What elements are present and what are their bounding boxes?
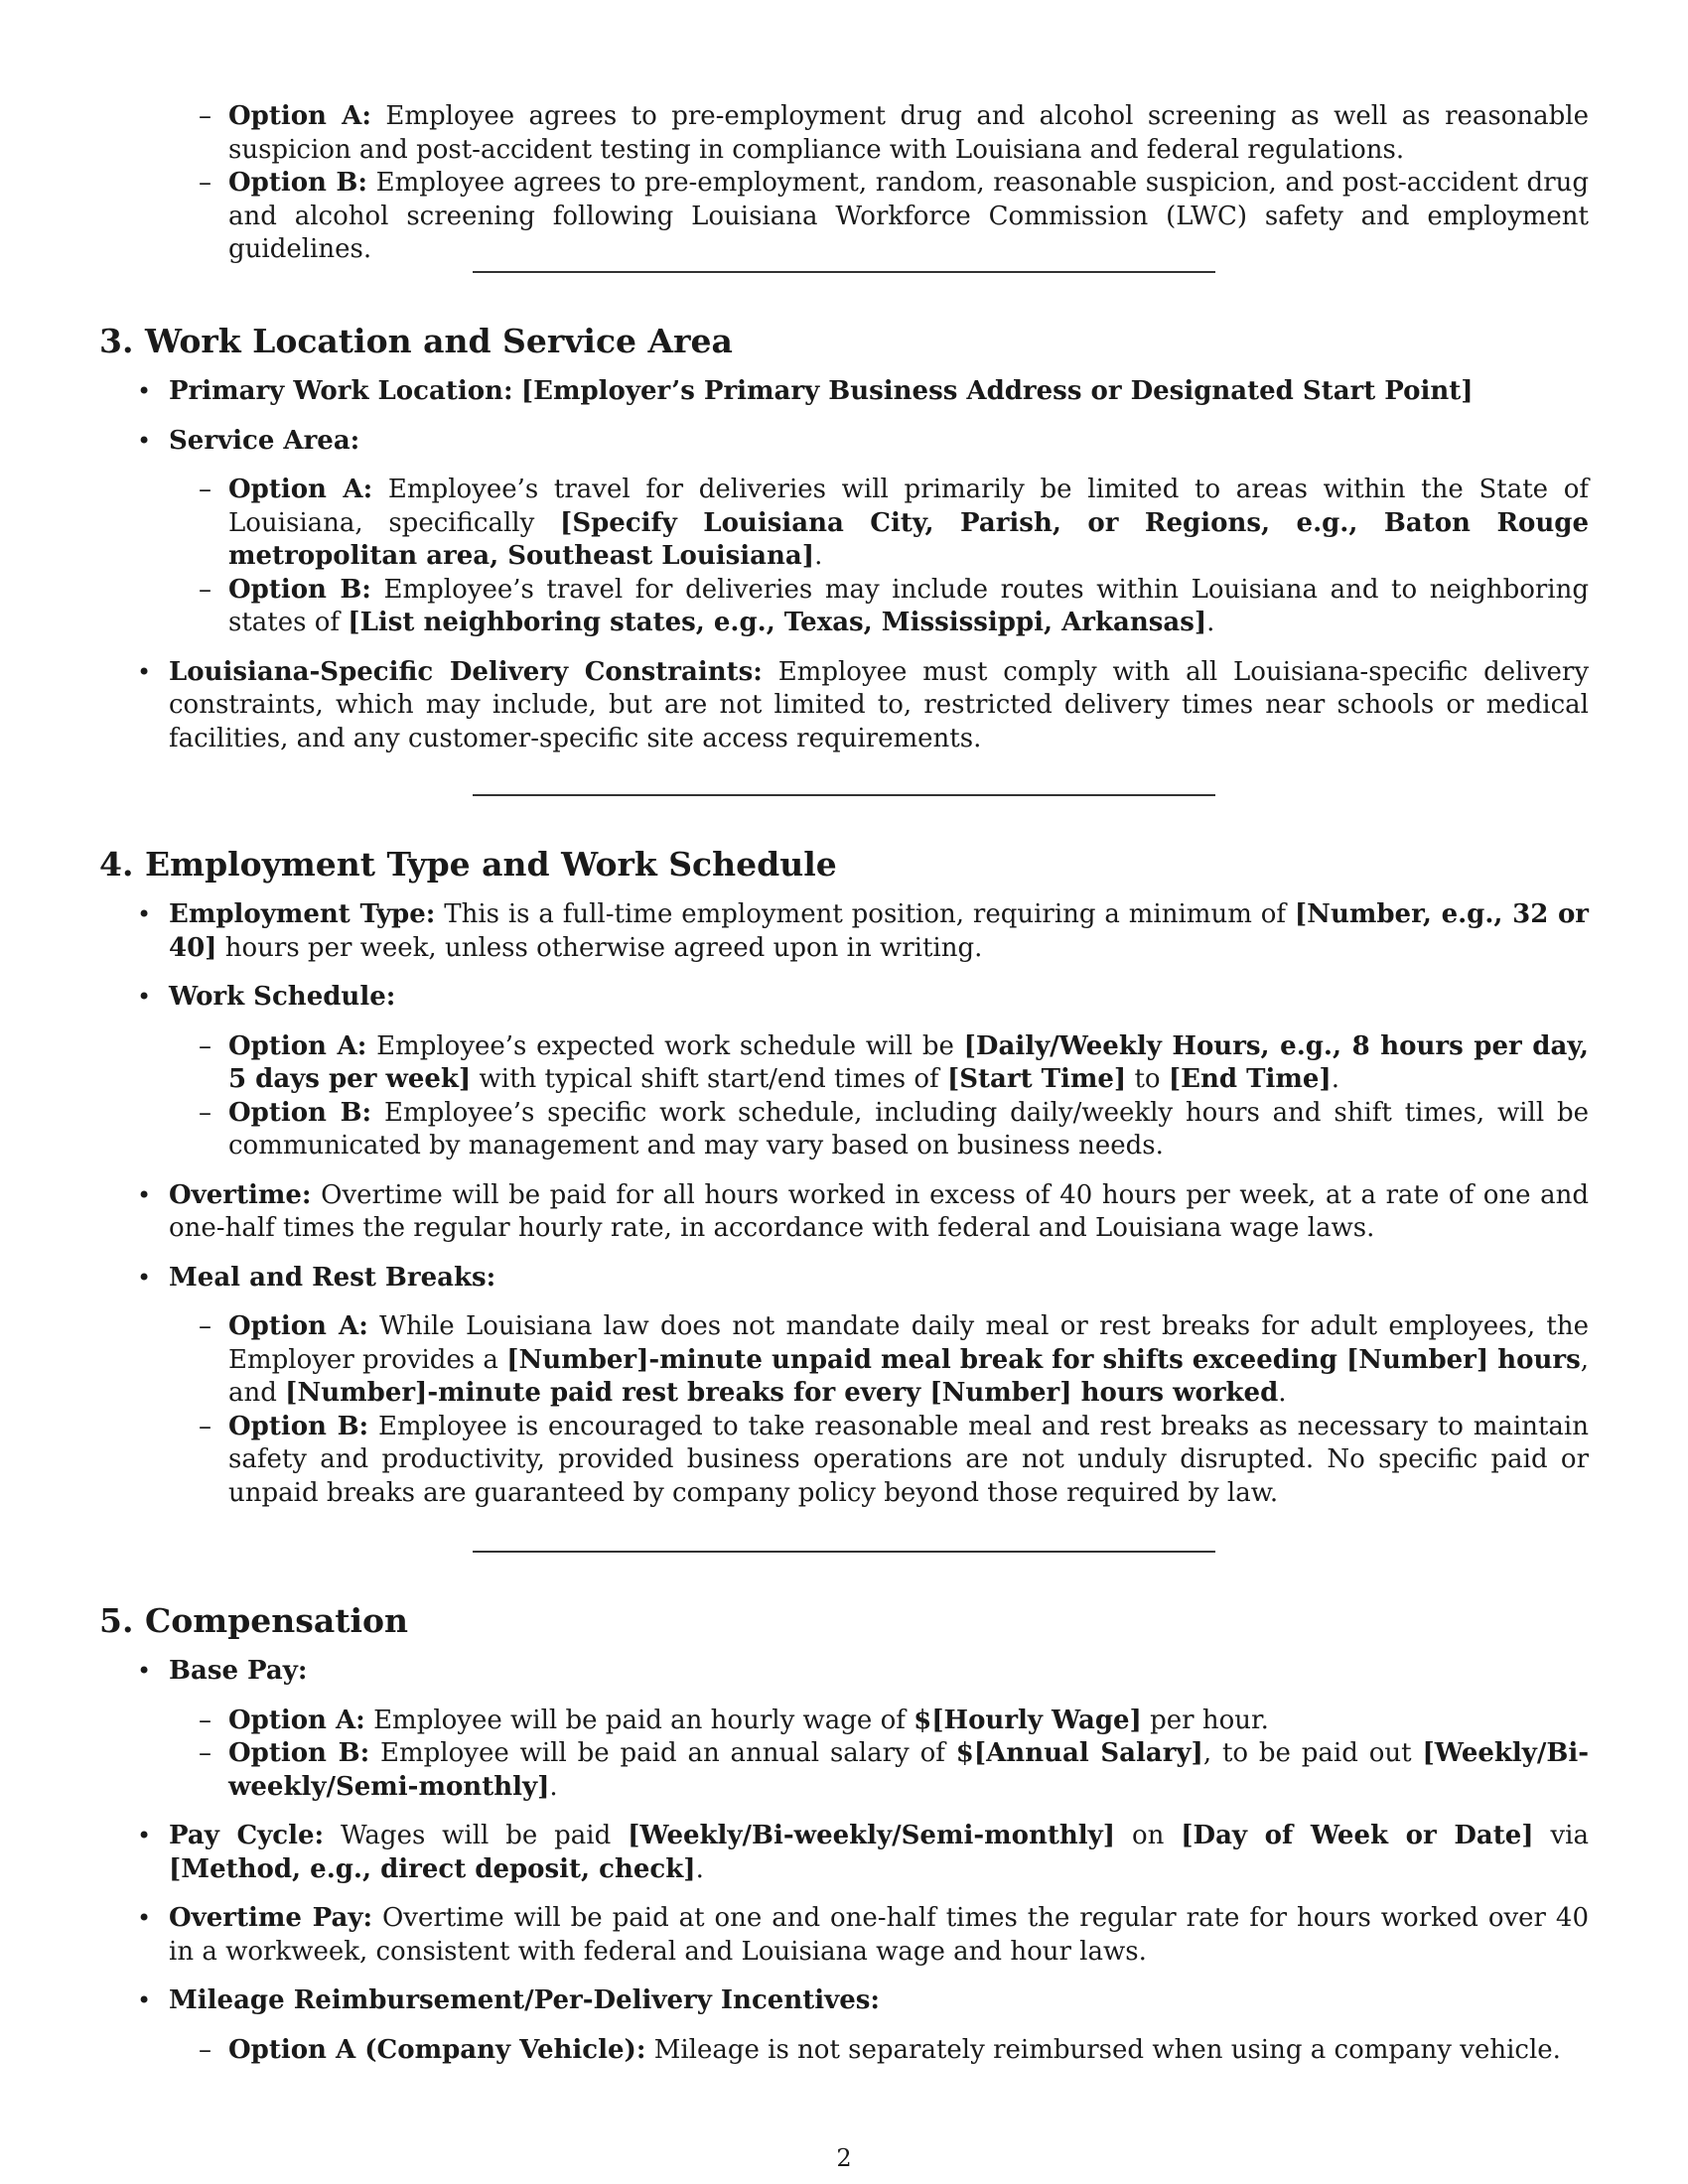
option-text: Employee is encouraged to take reasonable meal and rest breaks as necessary to maintain safety and productivity, provided business operations are not unduly disrupted. No specific paid or unpaid breaks are guaranteed by company policy beyond those required by law. [228, 1411, 1589, 1508]
section-3-heading [99, 322, 733, 361]
item-label: Meal and Rest Breaks: [169, 1262, 496, 1293]
option-text: Employee will be paid an annual salary of [380, 1738, 945, 1768]
section-2-continuation [99, 100, 1589, 267]
section-5-body [99, 1655, 1589, 2067]
section-title: Employment Type and Work Schedule [145, 845, 837, 884]
item-text: on [1131, 1821, 1165, 1850]
section-number: 5. [99, 1601, 134, 1640]
item-placeholder: [Method, e.g., direct deposit, check] [169, 1853, 696, 1884]
item-label: Work Schedule: [169, 982, 396, 1012]
dash-bullet: – [199, 2034, 211, 2065]
option-placeholder: [Daily/Weekly Hours, e.g., 8 hours per day, 5 days per week] [228, 1030, 1589, 1094]
punct: . [1331, 1064, 1339, 1094]
section-title: Compensation [145, 1601, 408, 1640]
punct: . [814, 541, 823, 571]
dash-bullet: – [199, 1738, 211, 1768]
item-label: Base Pay: [169, 1656, 308, 1686]
punct: . [1206, 608, 1215, 637]
item-text: hours per week, unless otherwise agreed upon in writing. [224, 932, 983, 963]
option-label: Option B: [228, 1411, 369, 1441]
constraints-item [99, 656, 1589, 756]
option-label: Option A (Company Vehicle): [228, 2034, 646, 2065]
punct: . [695, 1853, 704, 1884]
bullet-dot: • [137, 1180, 152, 1209]
bullet-dot: • [137, 377, 152, 405]
bullet-dot: • [137, 1986, 152, 2014]
page-number: 2 [836, 2144, 852, 2172]
option-text: , and [228, 1344, 1589, 1408]
option-label: Option B: [228, 168, 367, 198]
item-placeholder: [Weekly/Bi-weekly/Semi-monthly] [628, 1821, 1116, 1850]
meal-option-a [99, 1310, 1589, 1411]
service-option-a [99, 474, 1589, 574]
punct: . [1278, 1378, 1287, 1408]
option-text: per hour. [1150, 1705, 1269, 1735]
item-text: Employee must comply with all Louisiana-specific delivery constraints, which may include, but are not limited to, restricted delivery times near schools or medical facilities, and any customer-specific site access requirements. [169, 656, 1590, 753]
base-option-a [99, 1705, 1589, 1738]
option-text: Employee agrees to pre-employment, random, reasonable suspicion, and post-accident drug and alcohol screening following Louisiana Workforce Commission (LWC) safety and employment guidelines. [228, 168, 1590, 264]
option-placeholder: [End Time] [1168, 1064, 1332, 1094]
option-placeholder: [List neighboring states, e.g., Texas, Mississippi, Arkansas] [348, 608, 1207, 637]
bullet-dot: • [137, 426, 152, 455]
mileage-item [99, 1984, 1589, 2018]
bullet-dot: • [137, 657, 152, 686]
item-text: via [1550, 1821, 1589, 1850]
item-label: Pay Cycle: [169, 1821, 325, 1850]
punct: . [549, 1771, 558, 1802]
meal-breaks-item [99, 1262, 1589, 1296]
option-text: While Louisiana law does not mandate daily meal or rest breaks for adult employees, the Employer provides a [228, 1311, 1589, 1375]
option-placeholder: $[Annual Salary] [955, 1738, 1203, 1768]
option-placeholder: $[Hourly Wage] [914, 1705, 1142, 1735]
option-label: Option B: [228, 574, 371, 605]
item-placeholder: [Number, e.g., 32 or 40] [169, 899, 1589, 963]
option-text: Employee’s expected work schedule will be [376, 1030, 954, 1061]
option-text: Employee agrees to pre-employment drug and alcohol screening as well as reasonable suspicion and post-accident testing in compliance with Louisiana and federal regulations. [228, 101, 1589, 165]
section-divider [473, 1551, 1215, 1553]
service-option-b [99, 574, 1589, 640]
drug-option-b [99, 167, 1589, 267]
drug-option-a [99, 100, 1589, 167]
option-placeholder: [Number]-minute unpaid meal break for shifts exceeding [Number] hours [506, 1344, 1581, 1375]
option-placeholder: [Start Time] [946, 1064, 1127, 1094]
dash-bullet: – [199, 1097, 211, 1128]
item-label: Employment Type: [169, 899, 436, 929]
item-label: Primary Work Location: [169, 376, 513, 406]
bullet-dot: • [137, 1657, 152, 1685]
option-placeholder: [Number]-minute paid rest breaks for every [Number] hours worked [285, 1378, 1279, 1408]
base-option-b [99, 1737, 1589, 1804]
item-label: Overtime: [169, 1179, 312, 1210]
option-text: Employee’s travel for deliveries will primarily be limited to areas within the State of Louisiana, specifically [228, 475, 1589, 538]
option-text: to [1134, 1064, 1161, 1094]
employment-type-item [99, 898, 1589, 965]
dash-bullet: – [199, 574, 211, 605]
item-text: Wages will be paid [340, 1821, 612, 1850]
bullet-dot: • [137, 1263, 152, 1292]
section-5-heading [99, 1601, 408, 1641]
primary-location-item [99, 375, 1589, 409]
option-label: Option B: [228, 1097, 372, 1128]
option-label: Option A: [228, 101, 371, 131]
option-text: Employee will be paid an hourly wage of [373, 1705, 906, 1735]
section-number: 4. [99, 845, 134, 884]
option-text: with typical shift start/end times of [479, 1064, 939, 1094]
service-area-item [99, 425, 1589, 459]
section-divider [473, 271, 1215, 273]
work-schedule-item [99, 981, 1589, 1015]
option-placeholder: [Weekly/Bi-weekly/Semi-monthly] [228, 1738, 1590, 1802]
option-text: Employee’s travel for deliveries may include routes within Louisiana and to neighboring states of [228, 574, 1590, 637]
item-value: [Employer’s Primary Business Address or Designated Start Point] [520, 376, 1474, 406]
overtime-item [99, 1179, 1589, 1246]
bullet-dot: • [137, 983, 152, 1011]
section-4-body [99, 898, 1589, 1510]
option-label: Option A: [228, 1030, 367, 1061]
overtime-pay-item [99, 1902, 1589, 1969]
dash-bullet: – [199, 101, 211, 131]
item-label: Overtime Pay: [169, 1903, 373, 1933]
option-text: Mileage is not separately reimbursed when using a company vehicle. [653, 2034, 1561, 2065]
option-label: Option A: [228, 1311, 368, 1341]
item-text: Overtime will be paid at one and one-half times the regular rate for hours worked over 40 in a workweek, consistent with federal and Louisiana wage and hour laws. [169, 1903, 1589, 1967]
option-placeholder: [Specify Louisiana City, Parish, or Regions, e.g., Baton Rouge metropolitan area, Southeast Louisiana] [228, 507, 1590, 571]
option-text: , to be paid out [1202, 1738, 1412, 1768]
dash-bullet: – [199, 1705, 211, 1735]
mileage-option-a [99, 2034, 1589, 2068]
schedule-option-b [99, 1097, 1589, 1163]
section-number: 3. [99, 322, 134, 360]
bullet-dot: • [137, 1822, 152, 1849]
section-4-heading [99, 845, 837, 885]
dash-bullet: – [199, 475, 211, 504]
item-label: Service Area: [169, 425, 360, 456]
dash-bullet: – [199, 1411, 211, 1441]
section-divider [473, 794, 1215, 796]
bullet-dot: • [137, 1904, 152, 1932]
meal-option-b [99, 1411, 1589, 1511]
option-label: Option B: [228, 1738, 370, 1768]
base-pay-item [99, 1655, 1589, 1689]
option-label: Option A: [228, 1705, 365, 1735]
item-placeholder: [Day of Week or Date] [1181, 1821, 1534, 1850]
dash-bullet: – [199, 1030, 211, 1061]
bullet-dot: • [137, 900, 152, 928]
option-label: Option A: [228, 475, 373, 504]
option-text: Employee’s specific work schedule, including daily/weekly hours and shift times, will be communicated by management and may vary based on business needs. [228, 1097, 1589, 1160]
item-text: This is a full-time employment position, requiring a minimum of [444, 899, 1286, 929]
pay-cycle-item [99, 1820, 1589, 1886]
section-3-body [99, 375, 1589, 755]
item-label: Mileage Reimbursement/Per-Delivery Incentives: [169, 1985, 881, 2015]
section-title: Work Location and Service Area [145, 322, 733, 360]
dash-bullet: – [199, 1311, 211, 1341]
dash-bullet: – [199, 168, 211, 198]
schedule-option-a [99, 1030, 1589, 1097]
item-label: Louisiana-Specific Delivery Constraints: [169, 656, 763, 687]
item-text: Overtime will be paid for all hours worked in excess of 40 hours per week, at a rate of one and one-half times the regular hourly rate, in accordance with federal and Louisiana wage laws. [169, 1179, 1589, 1243]
